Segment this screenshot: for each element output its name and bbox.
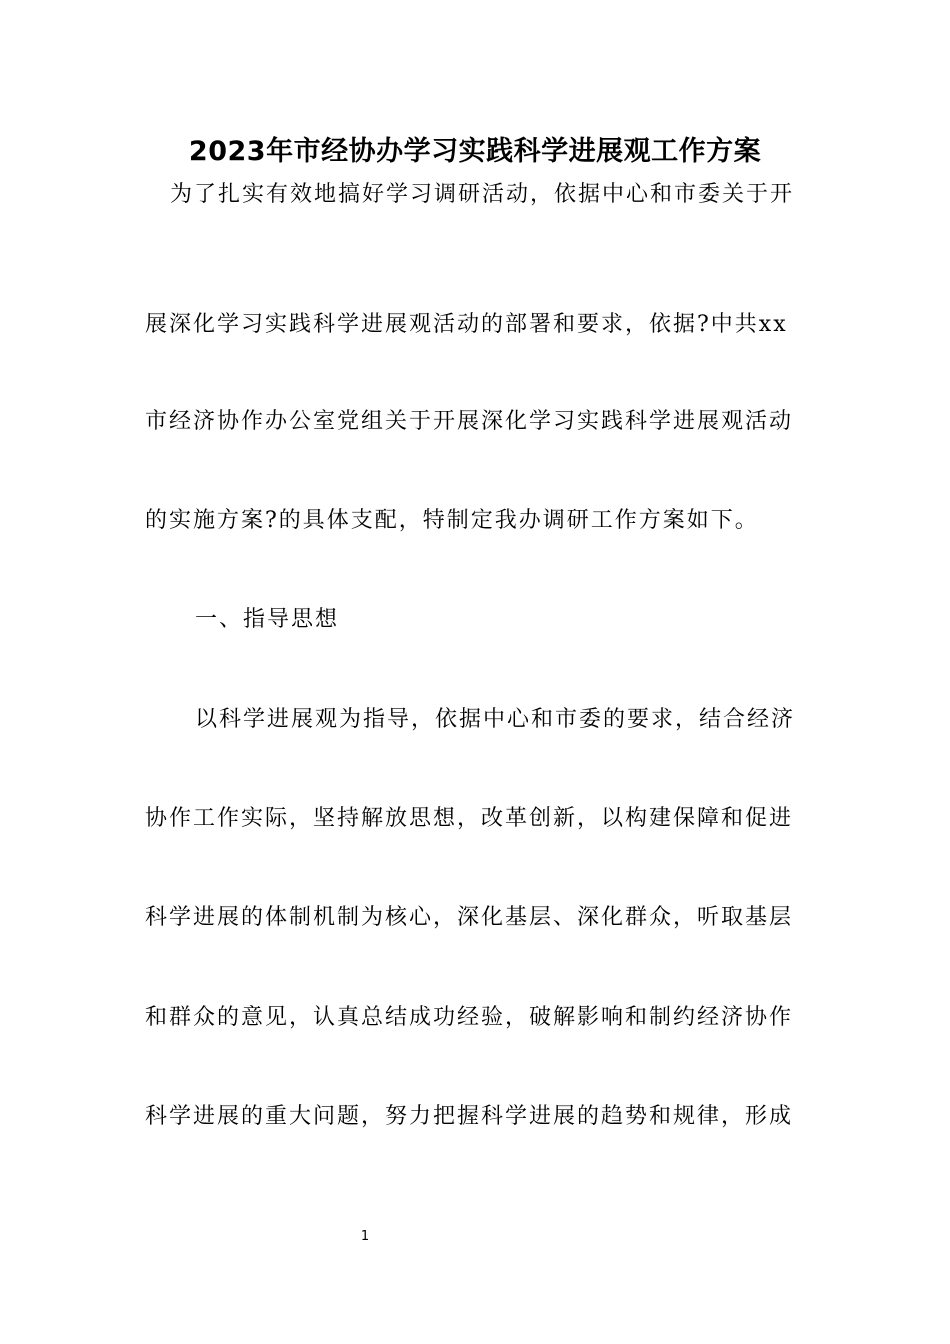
document-title: 2023年市经协办学习实践科学进展观工作方案 — [188, 136, 762, 167]
paragraph-line: 和群众的意见，认真总结成功经验，破解影响和制约经济协作 — [145, 1005, 794, 1030]
paragraph-line: 展深化学习实践科学进展观活动的部署和要求，依据?中共xx — [145, 312, 788, 337]
paragraph-line: 科学进展的体制机制为核心，深化基层、深化群众，听取基层 — [145, 905, 794, 930]
paragraph-line: 科学进展的重大问题，努力把握科学进展的趋势和规律，形成 — [145, 1104, 794, 1129]
paragraph-line: 以科学进展观为指导，依据中心和市委的要求，结合经济 — [195, 707, 796, 732]
paragraph-line: 为了扎实有效地搞好学习调研活动，依据中心和市委关于开 — [170, 182, 795, 207]
paragraph-line: 市经济协作办公室党组关于开展深化学习实践科学进展观活动 — [145, 409, 794, 434]
page-number: 1 — [360, 1229, 370, 1244]
section-heading: 一、指导思想 — [195, 607, 340, 632]
paragraph-line: 的实施方案?的具体支配，特制定我办调研工作方案如下。 — [145, 508, 759, 533]
paragraph-line: 协作工作实际，坚持解放思想，改革创新，以构建保障和促进 — [145, 806, 794, 831]
